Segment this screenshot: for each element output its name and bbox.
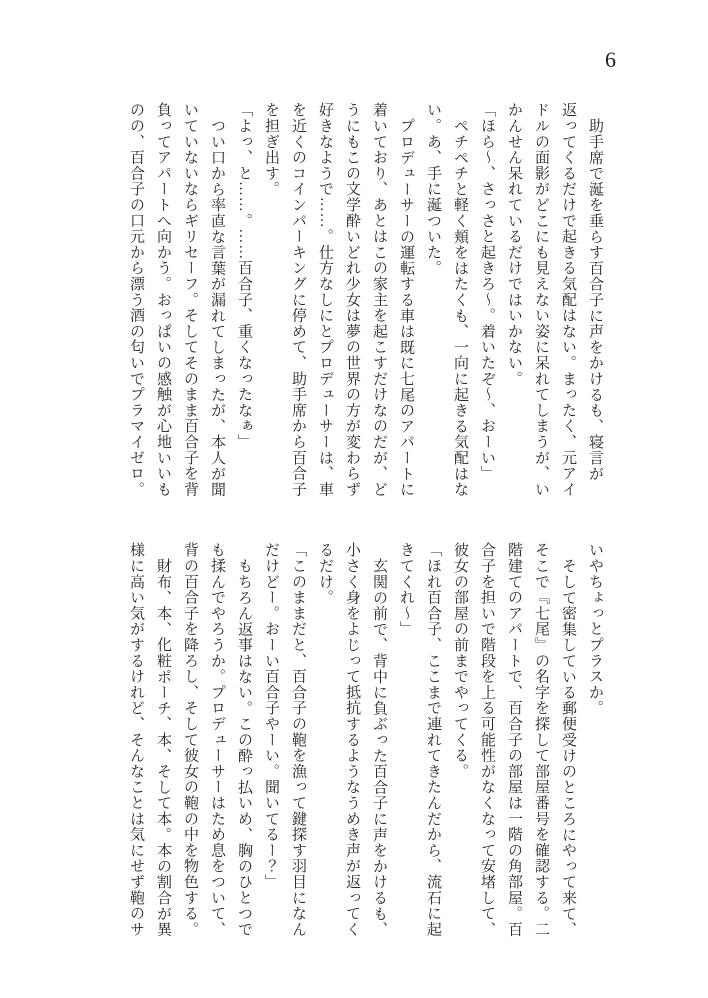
paragraph: つい口から率直な言葉が漏れてしまったが、本人が聞いていないならギリセーフ。そしてそのまま百合子を背負ってアパートへ向かう。おっぱいの感触が心地いいものの、百合子の口元から漂う酒の匂いでプラマイゼロ。 — [128, 102, 225, 498]
paragraph: 玄関の前で、背中に負ぶった百合子に声をかけるも、小さく身をよじって抵抗するようなうめき声が返ってくるだけ。 — [317, 542, 387, 938]
paragraph: 「ほら〜、さっさと起きろ〜。着いたぞ〜、おーい」 — [479, 102, 495, 482]
paragraph: 「ほれ百合子、ここまで連れてきたんだから、流石に起きてくれ〜」 — [398, 542, 441, 937]
paragraph: もちろん返事はない。この酔っ払いめ、胸のひとつでも揉んでやろうか。プロデューサーはため息をついて、背の百合子を降ろし、そして彼女の鞄の中を物色する。 — [182, 542, 252, 938]
paragraph: 財布、本、化粧ポーチ、本、そして本。本の割合が異様に高い気がするけれど、そんなことは気にせず鞄のサ — [128, 542, 171, 938]
paragraph: プロデューサーの運転する車は既に七尾のアパートに着いており、あとはこの家主を起こすだけなのだが、どうにもこの文学酔いどれ少女は夢の世界の方が変わらず好きなようで……。仕方なしにとプロデューサーは、車を近くのコインパーキングに停めて、助手席から百合子を担ぎ出す。 — [263, 102, 414, 498]
text-band-bottom — [118, 542, 608, 938]
paragraph: そして密集している郵便受けのところにやって来て、そこで『七尾』の名字を探して部屋番号を確認する。二階建てのアパートで、百合子の部屋は一階の角部屋。百合子を担いで階段を上る可能性がなくなって安堵して、彼女の部屋の前までやってくる。 — [452, 542, 576, 938]
paragraph: いやちょっとプラスか。 — [587, 542, 603, 716]
text-band-top — [118, 102, 608, 498]
paragraph: 「このままだと、百合子の鞄を漁って鍵探す羽目になんだけどー。おーい百合子やーい。聞いてるー？」 — [263, 542, 306, 937]
paragraph: ペチペチと軽く頬をはたくも、一向に起きる気配はない。あ、手に涎ついた。 — [425, 102, 468, 498]
paragraph: 「よっ、と……。……百合子、重くなったなぁ」 — [236, 102, 252, 450]
page-number: 6 — [605, 47, 616, 72]
paragraph: 助手席で涎を垂らす百合子に声をかけるも、寝言が返ってくるだけで起きる気配はない。まったく、元アイドルの面影がどこにも見えない姿に呆れてしまうが、いかんせん呆れているだけではいかない。 — [506, 102, 603, 497]
